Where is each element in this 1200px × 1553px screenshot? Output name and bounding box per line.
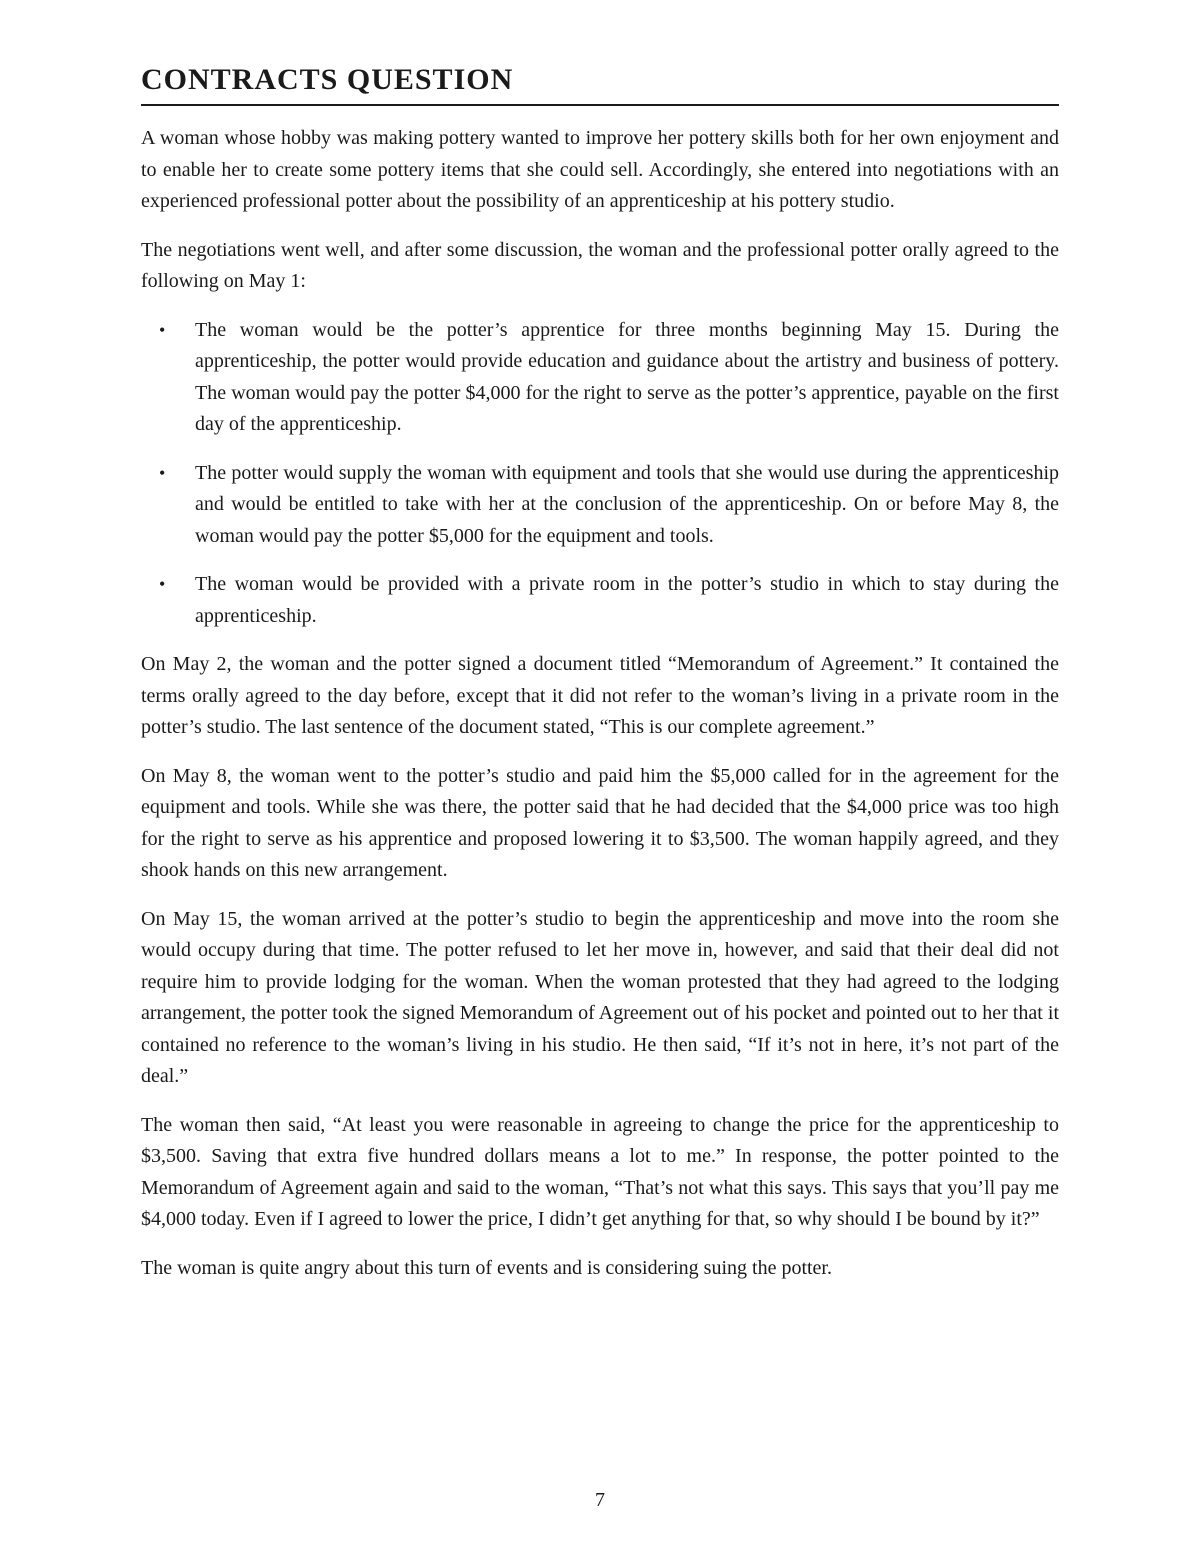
page-title: CONTRACTS QUESTION xyxy=(141,63,514,96)
paragraph-intro-2: The negotiations went well, and after some discussion, the woman and the professional potter orally agreed to the following on May 1: xyxy=(141,238,1059,292)
document-body xyxy=(141,123,1059,1284)
paragraph-intro-1: A woman whose hobby was making pottery wanted to improve her pottery skills both for her own enjoyment and to enable her to create some pottery items that she could sell. Accordingly, she entered into negotiations with an experienced professional potter about the possibility of an apprenticeship at his pottery studio. xyxy=(141,127,1059,212)
list-item xyxy=(141,315,1059,441)
bullet-icon: • xyxy=(159,462,166,483)
page-number: 7 xyxy=(595,1489,605,1511)
bullet-icon: • xyxy=(159,319,166,340)
paragraph-may-8: On May 8, the woman went to the potter’s studio and paid him the $5,000 called for in the agreement for the equipment and tools. While she was there, the potter said that he had decided that the $4,000 price was too high for the right to serve as his apprentice and proposed lowering it to $3,500. The woman happily agreed, and they shook hands on this new arrangement. xyxy=(141,764,1059,881)
bullet-icon: • xyxy=(159,574,166,594)
paragraph-memorandum: On May 2, the woman and the potter signed a document titled “Memorandum of Agreement.” It contained the terms orally agreed to the day before, except that it did not refer to the woman’s living in a private room in the potter’s studio. The last sentence of the document stated, “This is our complete agreement.” xyxy=(141,653,1059,738)
list-item-text: The potter would supply the woman with equipment and tools that she would use during the apprenticeship and would be entitled to take with her at the conclusion of the apprenticeship. On or before May 8, the woman would pay the potter $5,000 for the equipment and tools. xyxy=(195,461,1059,547)
document-page xyxy=(141,62,1059,1301)
paragraph-may-15: On May 15, the woman arrived at the potter’s studio to begin the apprenticeship and move into the room she would occupy during that time. The potter refused to let her move in, however, and said that their deal did not require him to provide lodging for the woman. When the woman protested that they had agreed to the lodging arrangement, the potter took the signed Memorandum of Agreement out of his pocket and pointed out to her that it contained no reference to the woman’s living in his studio. He then said, “If it’s not in here, it’s not part of the deal.” xyxy=(141,907,1059,1087)
list-item-text: The woman would be provided with a private room in the potter’s studio in which to stay during the apprenticeship. xyxy=(195,573,1059,627)
paragraph-price-dispute: The woman then said, “At least you were reasonable in agreeing to change the price for the apprenticeship to $3,500. Saving that extra five hundred dollars means a lot to me.” In response, the potter pointed to the Memorandum of Agreement again and said to the woman, “That’s not what this says. This says that you’ll pay me $4,000 today. Even if I agreed to lower the price, I didn’t get anything for that, so why should I be bound by it?” xyxy=(141,1113,1059,1230)
list-item xyxy=(141,569,1059,632)
title-divider xyxy=(141,104,1059,106)
list-item-text: The woman would be the potter’s apprentice for three months beginning May 15. During the apprenticeship, the potter would provide education and guidance about the artistry and business of pottery. The woman would pay the potter $4,000 for the right to serve as the potter’s apprentice, payable on the first day of the apprenticeship. xyxy=(195,318,1059,435)
agreement-terms-list xyxy=(141,315,1059,633)
paragraph-conclusion: The woman is quite angry about this turn of events and is considering suing the potter. xyxy=(141,1256,832,1279)
list-item xyxy=(141,458,1059,553)
